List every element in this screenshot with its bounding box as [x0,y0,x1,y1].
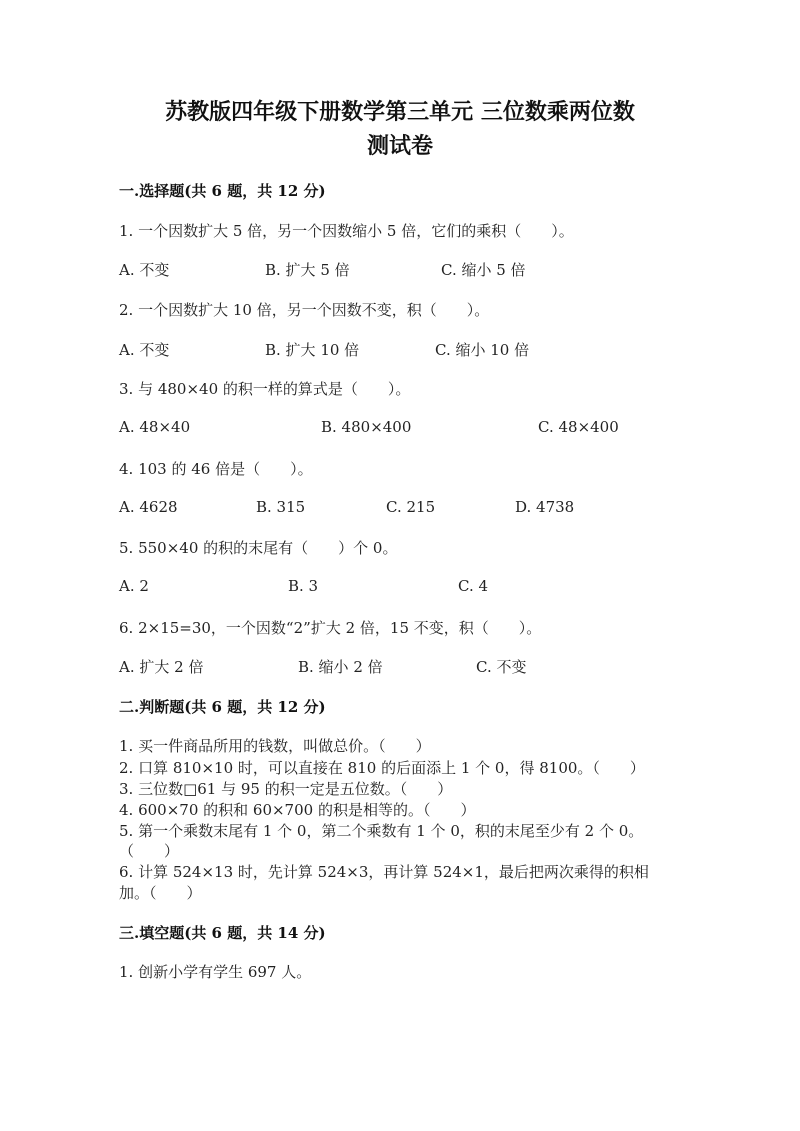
option-b: B. 3 [288,577,319,595]
option-c: C. 不变 [476,658,527,676]
section-heading-true-false: 二.判断题(共 6 题，共 12 分) [119,698,326,716]
statement-item-continued: 加。（ ） [119,884,202,902]
option-a: A. 不变 [119,261,170,279]
option-c: C. 4 [458,577,489,595]
option-b: B. 315 [256,498,306,516]
option-a: A. 4628 [119,498,178,516]
option-c: C. 缩小 5 倍 [441,261,526,279]
option-c: C. 48×400 [538,418,619,436]
question-text: 4. 103 的 46 倍是（ ）。 [119,460,313,478]
option-a: A. 48×40 [119,418,191,436]
statement-item: 6. 计算 524×13 时，先计算 524×3，再计算 524×1，最后把两次乘得的积相 [119,863,649,881]
option-b: B. 扩大 10 倍 [265,341,360,359]
statement-item: 4. 600×70 的积和 60×700 的积是相等的。（ ） [119,801,476,819]
option-a: A. 扩大 2 倍 [119,658,204,676]
statement-item: 2. 口算 810×10 时，可以直接在 810 的后面添上 1 个 0，得 8100。（ ） [119,759,645,777]
option-a: A. 2 [119,577,149,595]
statement-item: 1. 买一件商品所用的钱数，叫做总价。（ ） [119,737,431,755]
question-text: 1. 创新小学有学生 697 人。 [119,963,312,981]
question-text: 5. 550×40 的积的末尾有（ ）个 0。 [119,539,398,557]
option-b: B. 480×400 [321,418,412,436]
option-b: B. 扩大 5 倍 [265,261,350,279]
question-text: 6. 2×15=30，一个因数“2”扩大 2 倍，15 不变，积（ ）。 [119,619,542,637]
statement-item-continued: （ ） [119,842,180,860]
page-title-line2: 测试卷 [366,133,433,159]
option-c: C. 215 [386,498,436,516]
option-a: A. 不变 [119,341,170,359]
option-b: B. 缩小 2 倍 [298,658,383,676]
statement-item: 5. 第一个乘数末尾有 1 个 0，第二个乘数有 1 个 0，积的末尾至少有 2 个 0。 [119,822,644,840]
question-text: 2. 一个因数扩大 10 倍，另一个因数不变，积（ ）。 [119,301,490,319]
question-text: 3. 与 480×40 的积一样的算式是（ ）。 [119,380,411,398]
option-d: D. 4738 [515,498,575,516]
statement-item: 3. 三位数□61 与 95 的积一定是五位数。（ ） [119,780,453,798]
page-title-line1: 苏教版四年级下册数学第三单元 三位数乘两位数 [165,99,635,125]
section-heading-fill-in: 三.填空题(共 6 题，共 14 分) [119,924,326,942]
question-text: 1. 一个因数扩大 5 倍，另一个因数缩小 5 倍，它们的乘积（ ）。 [119,222,574,240]
option-c: C. 缩小 10 倍 [435,341,530,359]
section-heading-choice: 一.选择题(共 6 题，共 12 分) [119,182,326,200]
